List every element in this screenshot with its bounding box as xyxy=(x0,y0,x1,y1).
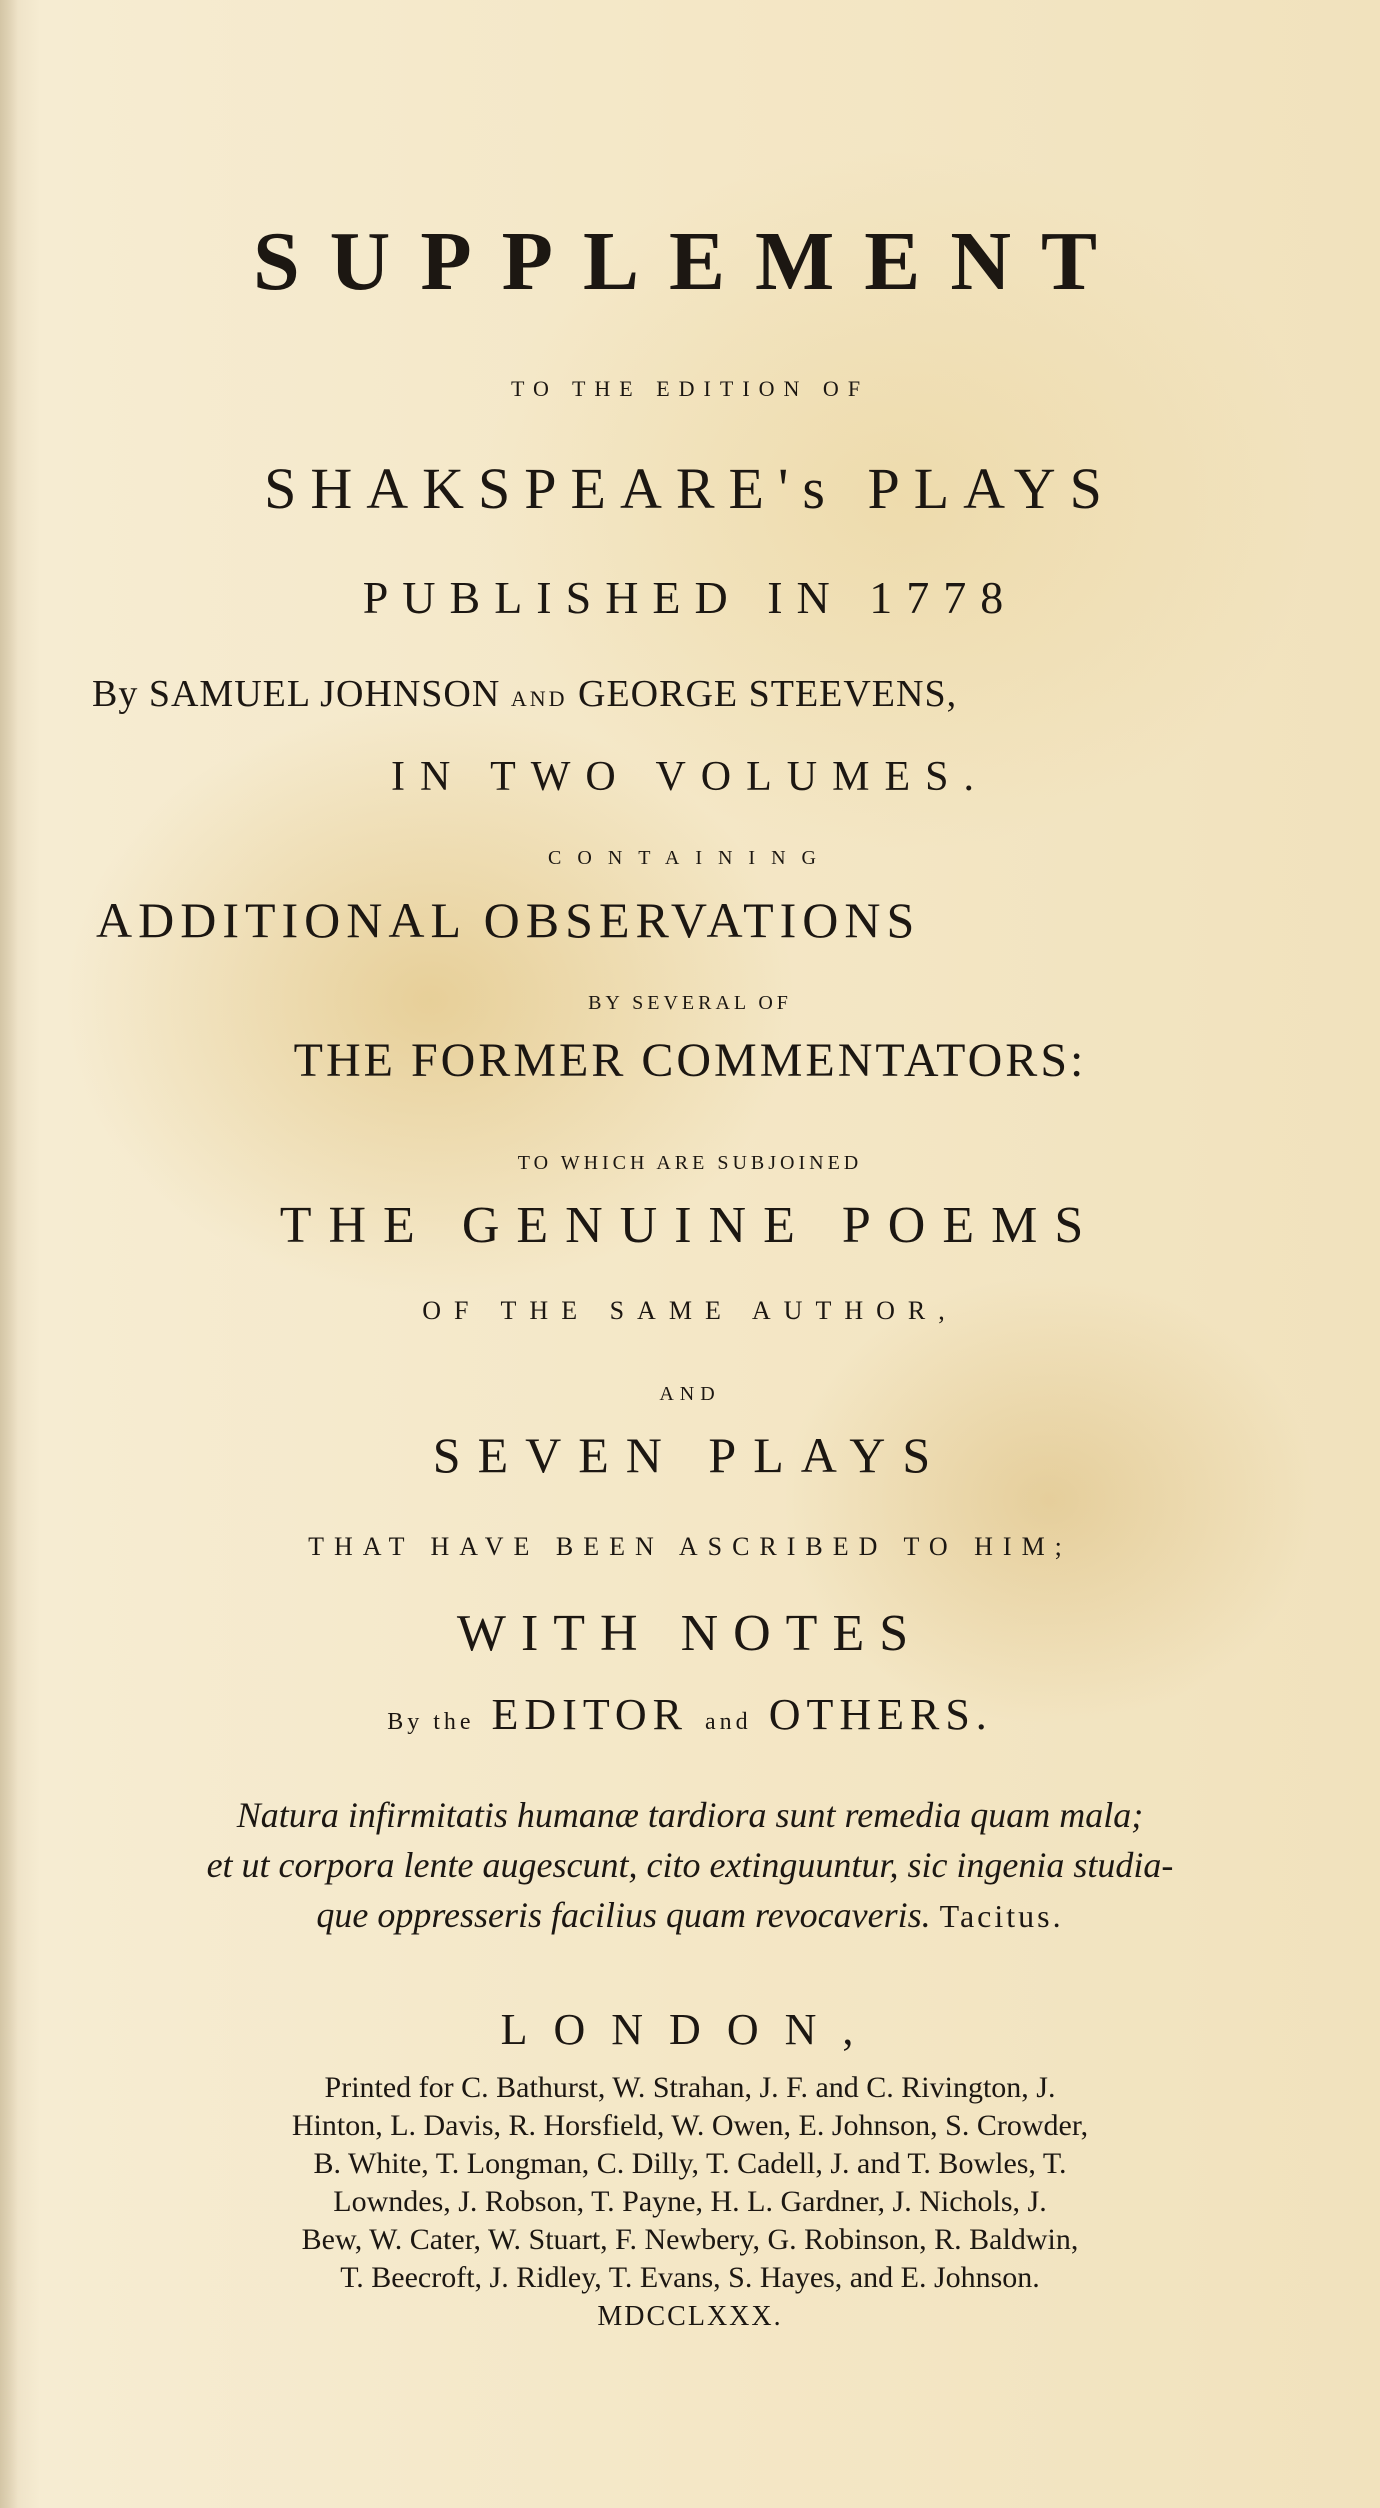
imprint-date: MDCCLXXX. xyxy=(597,2301,783,2332)
by-several-line: BY SEVERAL OF xyxy=(588,992,792,1014)
former-commentators-line: THE FORMER COMMENTATORS: xyxy=(293,1034,1087,1087)
genuine-poems-line: THE GENUINE POEMS xyxy=(279,1197,1101,1254)
imprint-line-5: Bew, W. Cater, W. Stuart, F. Newbery, G. Robinson, R. Baldwin, xyxy=(301,2223,1079,2256)
with-notes-line: WITH NOTES xyxy=(456,1605,924,1662)
to-edition-line: TO THE EDITION OF xyxy=(510,376,870,401)
motto-line-2: et ut corpora lente augescunt, cito extinguuntur, sic ingenia studia- xyxy=(206,1845,1174,1885)
by-the-words: By the xyxy=(387,1709,475,1735)
same-author-line: OF THE SAME AUTHOR, xyxy=(422,1296,958,1325)
and-small-word: and xyxy=(705,1709,752,1735)
motto-attribution: Tacitus. xyxy=(939,1898,1064,1934)
editor-name-steevens: GEORGE STEEVENS, xyxy=(578,673,958,715)
plays-title: SHAKSPEARE's PLAYS xyxy=(264,456,1116,521)
imprint-line-3: B. White, T. Longman, C. Dilly, T. Cadell, J. and T. Bowles, T. xyxy=(313,2147,1067,2180)
imprint-line-6: T. Beecroft, J. Ridley, T. Evans, S. Hayes, and E. Johnson. xyxy=(340,2261,1040,2294)
editor-word: EDITOR xyxy=(491,1690,689,1739)
published-line: PUBLISHED IN 1778 xyxy=(362,572,1018,623)
page-spine-shadow xyxy=(0,0,18,2508)
additional-observations-line: ADDITIONAL OBSERVATIONS xyxy=(96,892,921,948)
volumes-line: IN TWO VOLUMES. xyxy=(391,754,989,800)
containing-line: CONTAINING xyxy=(548,847,832,869)
imprint-line-1: Printed for C. Bathurst, W. Strahan, J. F. and C. Rivington, J. xyxy=(324,2071,1056,2104)
imprint-line-2: Hinton, L. Davis, R. Horsfield, W. Owen, E. Johnson, S. Crowder, xyxy=(291,2109,1089,2142)
editor-name-johnson: SAMUEL JOHNSON xyxy=(148,673,501,715)
motto-text-3: que oppresseris facilius quam revocaveris. xyxy=(316,1895,931,1935)
main-title: SUPPLEMENT xyxy=(252,215,1128,308)
motto-line-3 xyxy=(90,1897,1290,1933)
and-line: AND xyxy=(659,1383,721,1405)
others-word: OTHERS. xyxy=(768,1690,993,1739)
editors-line xyxy=(92,675,1292,713)
imprint-line-4: Lowndes, J. Robson, T. Payne, H. L. Gardner, J. Nichols, J. xyxy=(333,2185,1047,2218)
by-word: By xyxy=(92,673,139,715)
imprint-city: LONDON, xyxy=(500,2005,880,2054)
ascribed-line: THAT HAVE BEEN ASCRIBED TO HIM; xyxy=(308,1532,1072,1561)
seven-plays-line: SEVEN PLAYS xyxy=(432,1427,948,1483)
subjoined-line: TO WHICH ARE SUBJOINED xyxy=(517,1152,863,1174)
motto-line-1: Natura infirmitatis humanæ tardiora sunt remedia quam mala; xyxy=(236,1795,1144,1835)
and-word: AND xyxy=(510,686,568,711)
editor-others-line xyxy=(90,1690,1290,1739)
